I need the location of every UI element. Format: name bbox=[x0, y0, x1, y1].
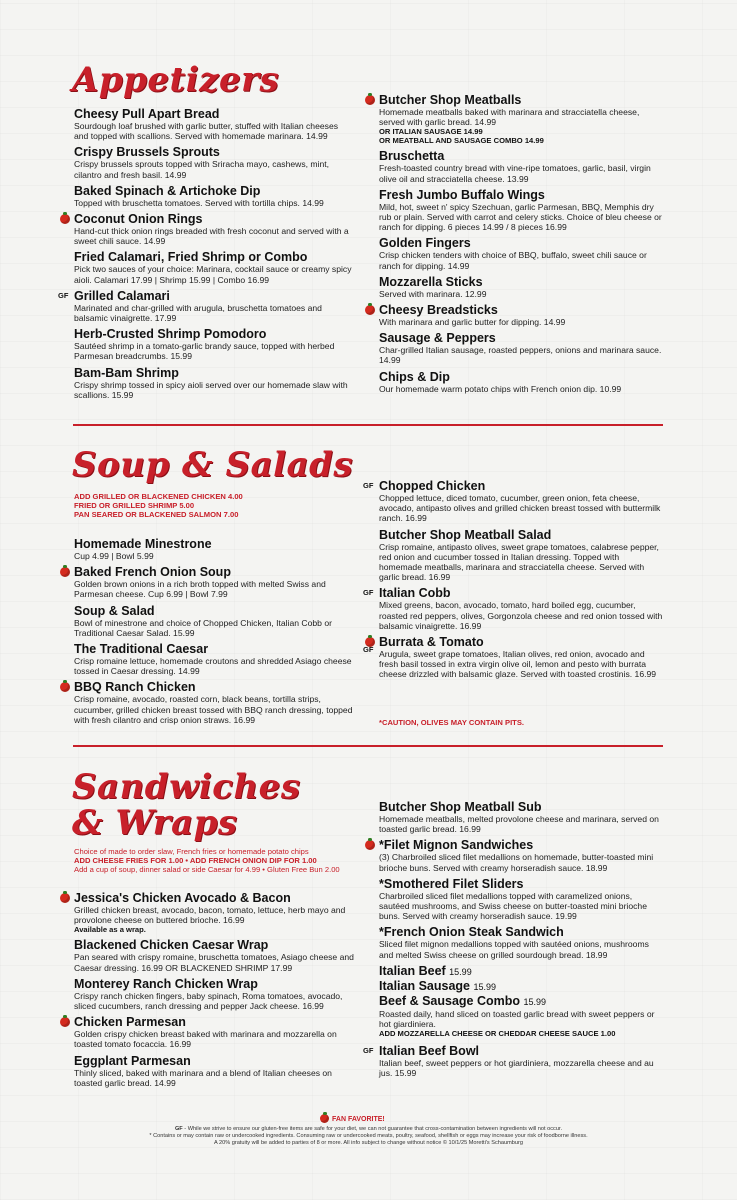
item-desc: Italian beef, sweet peppers or hot giardiniera, mozzarella cheese and au jus. 15.99 bbox=[379, 1058, 654, 1079]
item-name: Chips & Dip bbox=[379, 369, 450, 384]
item-name: Butcher Shop Meatballs bbox=[379, 93, 522, 107]
item-name: Grilled Calamari bbox=[74, 288, 170, 303]
item-name: Eggplant Parmesan bbox=[74, 1053, 191, 1068]
sandwiches-notes bbox=[74, 847, 340, 874]
item-desc: Homemade meatballs baked with marinara and stracciatella cheese, served with garlic bread. 14.99 bbox=[379, 107, 640, 128]
item-name: Chicken Parmesan bbox=[74, 1015, 186, 1030]
menu-item bbox=[379, 149, 664, 183]
item-name: Bruschetta bbox=[379, 149, 445, 164]
item-name: BBQ Ranch Chicken bbox=[74, 680, 196, 695]
menu-item bbox=[363, 635, 664, 680]
menu-item bbox=[379, 275, 664, 299]
item-desc: Pick two sauces of your choice: Marinara, cocktail sauce or creamy spicy aioli. Calamari 17.99 | Shrimp 15.99 | Combo 16.99 bbox=[74, 264, 352, 285]
sandwiches-title bbox=[72, 769, 300, 841]
tomato-icon bbox=[60, 567, 70, 577]
sandwiches-right-col bbox=[363, 800, 664, 1083]
menu-item bbox=[379, 838, 664, 872]
menu-item bbox=[74, 184, 354, 208]
item-name: Baked Spinach & Artichoke Dip bbox=[74, 183, 261, 198]
item-desc: Crispy brussels sprouts topped with Sriracha mayo, cashews, mint, cilantro and fresh basil. 14.99 bbox=[74, 159, 330, 180]
item-name: Coconut Onion Rings bbox=[74, 212, 203, 227]
soups-addons bbox=[74, 492, 243, 519]
item-name: The Traditional Caesar bbox=[74, 642, 209, 657]
item-desc: Char-grilled Italian sausage, roasted peppers, onions and marinara sauce. 14.99 bbox=[379, 345, 662, 366]
menu-item bbox=[74, 938, 354, 972]
item-desc: Chopped lettuce, diced tomato, cucumber, green onion, feta cheese, avocado, antipasto olives and grilled chicken breast tossed with buttermilk ranch. 16.99 bbox=[379, 493, 661, 524]
item-desc: Crisp chicken tenders with choice of BBQ, buffalo, sweet chili sauce or ranch for dipping. 14.99 bbox=[379, 250, 647, 271]
menu-item bbox=[379, 93, 664, 145]
item-extra: Available as a wrap. bbox=[74, 925, 146, 935]
gratuity-note: A 20% gratuity will be added to parties of 8 or more. All info subject to change without notice © 10/1/25 Moretti's Schaumburg bbox=[214, 1140, 523, 1146]
gluten-free-badge: GF bbox=[58, 290, 69, 300]
item-extra: OR ITALIAN SAUSAGE 14.99 bbox=[379, 127, 483, 137]
item-name: *Smothered Filet Sliders bbox=[379, 876, 524, 891]
section-divider bbox=[73, 424, 663, 426]
olives-caution: *CAUTION, OLIVES MAY CONTAIN PITS. bbox=[379, 718, 524, 727]
item-name: Burrata & Tomato bbox=[379, 635, 484, 650]
menu-item bbox=[379, 331, 664, 365]
item-desc: Golden brown onions in a rich broth topped with melted Swiss and Parmesan cheese. Cup 6.99 | Bowl 7.99 bbox=[74, 579, 326, 600]
item-extra: OR MEATBALL AND SAUSAGE COMBO 14.99 bbox=[379, 136, 544, 146]
item-desc: Crispy shrimp tossed in spicy aioli served over our homemade slaw with scallions. 15.99 bbox=[74, 379, 348, 400]
item-extra: ADD MOZZARELLA CHEESE OR CHEDDAR CHEESE SAUCE 1.00 bbox=[379, 1029, 616, 1039]
menu-item bbox=[74, 977, 354, 1011]
item-name: Cheesy Pull Apart Bread bbox=[74, 107, 220, 121]
item-desc: (3) Charbroiled sliced filet medallions on homemade, butter-toasted mini brioche buns. Served with creamy horseradish sauce. 18.99 bbox=[379, 852, 654, 873]
menu-item bbox=[74, 212, 354, 246]
item-desc: Crisp romaine, avocado, roasted corn, black beans, tortilla strips, cucumber, grilled chicken breast tossed with BBQ ranch dressing, topped with fresh cilantro and crisp onion straws. 16.99 bbox=[74, 694, 353, 725]
item-name: Butcher Shop Meatball Sub bbox=[379, 800, 542, 814]
gluten-free-badge: GF bbox=[363, 1046, 374, 1056]
tomato-icon bbox=[60, 1017, 70, 1027]
menu-item bbox=[74, 1054, 354, 1088]
item-desc: Mixed greens, bacon, avocado, tomato, hard boiled egg, cucumber, roasted red peppers, olives, Gorgonzola cheese and red onion tossed with balsamic vinaigrette. 16.99 bbox=[379, 600, 663, 631]
addon-note: PAN SEARED OR BLACKENED SALMON 7.00 bbox=[74, 510, 239, 519]
menu-item bbox=[379, 528, 664, 583]
menu-item bbox=[379, 188, 664, 233]
tomato-icon bbox=[60, 214, 70, 224]
item-name: Butcher Shop Meatball Salad bbox=[379, 527, 552, 542]
menu-item bbox=[363, 586, 664, 631]
item-desc: Homemade meatballs, melted provolone cheese and marinara, served on toasted garlic bread. 16.99 bbox=[379, 814, 659, 835]
tomato-icon bbox=[365, 305, 375, 315]
menu-item bbox=[74, 642, 354, 676]
menu-item bbox=[74, 107, 354, 141]
sandwiches-title-line1: Sandwiches bbox=[72, 767, 301, 807]
item-desc: Cup 4.99 | Bowl 5.99 bbox=[74, 551, 154, 561]
menu-item bbox=[74, 537, 354, 561]
item-name: Sausage & Peppers bbox=[379, 331, 496, 346]
item-desc: Crisp romaine lettuce, homemade croutons and shredded Asiago cheese tossed in Caesar dressing. 14.99 bbox=[74, 656, 352, 677]
item-name: Crispy Brussels Sprouts bbox=[74, 145, 220, 160]
soups-right-col bbox=[363, 479, 664, 684]
item-name: Fresh Jumbo Buffalo Wings bbox=[379, 187, 545, 202]
menu-item bbox=[379, 236, 664, 270]
item-name: Baked French Onion Soup bbox=[74, 565, 231, 580]
tomato-icon bbox=[320, 1114, 329, 1123]
menu-item bbox=[379, 877, 664, 922]
item-name: Soup & Salad bbox=[74, 603, 155, 618]
gf-label: GF bbox=[174, 1126, 183, 1132]
item-name: Jessica's Chicken Avocado & Bacon bbox=[74, 891, 291, 905]
menu-item bbox=[74, 366, 354, 400]
item-name: Chopped Chicken bbox=[379, 479, 486, 493]
soups-left-col bbox=[74, 537, 354, 729]
addon-note: ADD CHEESE FRIES FOR 1.00 • ADD FRENCH ONION DIP FOR 1.00 bbox=[74, 856, 317, 865]
menu-item bbox=[74, 145, 354, 179]
soups-title: Soup & Salads bbox=[72, 445, 354, 485]
item-desc: Mild, hot, sweet n' spicy Szechuan, garlic Parmesan, BBQ, Memphis dry rub or plain. Served with carrot and celery sticks. Choice of bleu cheese or ranch for dipping. 6 pieces 14.99 / 8 pieces 16.99 bbox=[379, 201, 662, 233]
item-name: Homemade Minestrone bbox=[74, 537, 212, 551]
menu-item bbox=[379, 303, 664, 327]
item-desc: Pan seared with crispy romaine, bruschetta tomatoes, Asiago cheese and Caesar dressing. 16.99 OR BLACKENED SHRIMP 17.99 bbox=[74, 952, 354, 973]
menu-item bbox=[74, 565, 354, 599]
menu-item bbox=[74, 327, 354, 361]
item-desc: Crispy ranch chicken fingers, baby spinach, Roma tomatoes, avocado, sliced cucumbers, ranch dressing and pepper Jack cheese. 16.99 bbox=[74, 990, 343, 1012]
item-desc: Arugula, sweet grape tomatoes, Italian olives, red onion, avocado and fresh basil tossed in extra virgin olive oil, lemon and pesto with burrata cheese drizzled with balsamic glaze. Served with toasted crostinis. 16.99 bbox=[379, 649, 657, 680]
italian-beef-bowl-item bbox=[363, 1044, 664, 1079]
menu-item bbox=[74, 680, 354, 725]
footer-notes bbox=[0, 1126, 737, 1147]
fan-favorite-label: FAN FAVORITE! bbox=[332, 1116, 385, 1123]
sides-note: Choice of made to order slaw, French fries or homemade potato chips bbox=[74, 847, 309, 856]
item-desc: Hand-cut thick onion rings breaded with fresh coconut and served with a sweet chili sauce. 14.99 bbox=[74, 226, 349, 247]
item-desc: Sautéed shrimp in a tomato-garlic brandy sauce, topped with herbed Parmesan breadcrumbs. 15.99 bbox=[74, 341, 335, 362]
menu-item bbox=[74, 604, 354, 638]
menu-item bbox=[74, 250, 354, 284]
menu-item bbox=[363, 479, 664, 524]
item-desc: With marinara and garlic butter for dipping. 14.99 bbox=[379, 317, 566, 328]
item-name: Italian Beef 15.99 bbox=[379, 963, 472, 978]
item-name: Mozzarella Sticks bbox=[379, 274, 483, 289]
item-desc: Thinly sliced, baked with marinara and a blend of Italian cheeses on toasted garlic bread. 14.99 bbox=[74, 1067, 332, 1088]
item-name: Cheesy Breadsticks bbox=[379, 303, 498, 318]
fan-favorite-legend bbox=[332, 1116, 385, 1123]
addon-note: FRIED OR GRILLED SHRIMP 5.00 bbox=[74, 501, 195, 510]
item-desc: Sliced filet mignon medallions topped with sautéed onions, mushrooms and melted Swiss cheese on grilled sourdough bread. 18.99 bbox=[379, 939, 649, 960]
tomato-icon bbox=[365, 840, 375, 850]
item-name: Bam-Bam Shrimp bbox=[74, 365, 179, 380]
section-divider bbox=[73, 745, 663, 747]
item-desc: Sourdough loaf brushed with garlic butter, stuffed with Italian cheeses and topped with scallions. Served with homemade marinara. 14.99 bbox=[74, 121, 339, 142]
item-name: Herb-Crusted Shrimp Pomodoro bbox=[74, 327, 267, 342]
gluten-free-badge: GF bbox=[363, 481, 374, 490]
menu-item bbox=[379, 800, 664, 834]
item-name: Fried Calamari, Fried Shrimp or Combo bbox=[74, 250, 308, 265]
item-name: *Filet Mignon Sandwiches bbox=[379, 838, 534, 853]
item-desc: Served with marinara. 12.99 bbox=[379, 288, 487, 299]
item-desc: Crisp romaine, antipasto olives, sweet grape tomatoes, calabrese pepper, red onion and cucumber tossed in Italian dressing. Topped with homemade meatballs, marinara and stracciatella cheese. Served with garlic bread. 16.99 bbox=[379, 541, 659, 583]
sandwiches-left-col bbox=[74, 891, 354, 1092]
addon-note: ADD GRILLED OR BLACKENED CHICKEN 4.00 bbox=[74, 492, 243, 501]
menu-item bbox=[379, 370, 664, 394]
sandwiches-title-line2: & Wraps bbox=[72, 803, 238, 843]
item-desc: Our homemade warm potato chips with French onion dip. 10.99 bbox=[379, 383, 622, 394]
item-desc: Charbroiled sliced filet medallions topped with caramelized onions, sautéed mushrooms, and Swiss cheese on butter-toasted mini brioche buns. Served with creamy horseradish sauce. 19.99 bbox=[379, 890, 647, 922]
item-desc: Golden crispy chicken breast baked with marinara and mozzarella on toasted tomato focaccia. 16.99 bbox=[74, 1029, 337, 1050]
tomato-icon bbox=[60, 682, 70, 692]
menu-item bbox=[74, 1015, 354, 1049]
item-name: Monterey Ranch Chicken Wrap bbox=[74, 976, 258, 991]
addon-note: Add a cup of soup, dinner salad or side Caesar for 4.99 • Gluten Free Bun 2.00 bbox=[74, 865, 340, 874]
item-name: Blackened Chicken Caesar Wrap bbox=[74, 938, 269, 953]
item-desc: Topped with bruschetta tomatoes. Served with tortilla chips. 14.99 bbox=[74, 197, 324, 208]
item-desc: Marinated and char-grilled with arugula, bruschetta tomatoes and balsamic vinaigrette. 17.99 bbox=[74, 302, 322, 324]
item-name: Italian Cobb bbox=[379, 586, 451, 601]
item-desc: Fresh-toasted country bread with vine-ripe tomatoes, garlic, basil, virgin olive oil and stracciatella cheese. 13.99 bbox=[379, 163, 651, 184]
menu-item bbox=[74, 891, 354, 934]
menu-item bbox=[379, 925, 664, 959]
tomato-icon bbox=[365, 95, 375, 105]
item-name: *French Onion Steak Sandwich bbox=[379, 925, 564, 940]
item-desc: Grilled chicken breast, avocado, bacon, tomato, lettuce, herb mayo and provolone cheese on buttered brioche. 16.99 bbox=[74, 905, 346, 926]
item-desc: Bowl of minestrone and choice of Chopped Chicken, Italian Cobb or Traditional Caesar Salad. 15.99 bbox=[74, 617, 332, 638]
appetizers-right-col bbox=[379, 93, 664, 398]
raw-note: * Contains or may contain raw or undercooked ingredients. Consuming raw or undercooked meats, poultry, seafood, shellfish or eggs may increase your risk of foodborne illness. bbox=[149, 1133, 588, 1139]
appetizers-title: Appetizers bbox=[72, 60, 280, 100]
item-name: Italian Beef Bowl bbox=[379, 1044, 480, 1059]
italian-beef-item bbox=[379, 964, 664, 1038]
tomato-icon bbox=[60, 893, 70, 903]
gluten-free-badge: GF bbox=[363, 645, 374, 655]
item-name: Italian Sausage 15.99 bbox=[379, 978, 497, 993]
gf-note: GF - While we strive to ensure our gluten-free items are safe for your diet, we can not guarantee that cross-contamination between ingredients will not occur. bbox=[174, 1126, 563, 1132]
item-name: Beef & Sausage Combo 15.99 bbox=[379, 993, 547, 1008]
appetizers-left-col bbox=[58, 107, 354, 404]
gluten-free-badge: GF bbox=[363, 588, 374, 598]
item-desc: Roasted daily, hand sliced on toasted garlic bread with sweet peppers or hot giardiniera. bbox=[379, 1008, 655, 1030]
menu-item bbox=[58, 288, 354, 324]
item-name: Golden Fingers bbox=[379, 236, 471, 251]
